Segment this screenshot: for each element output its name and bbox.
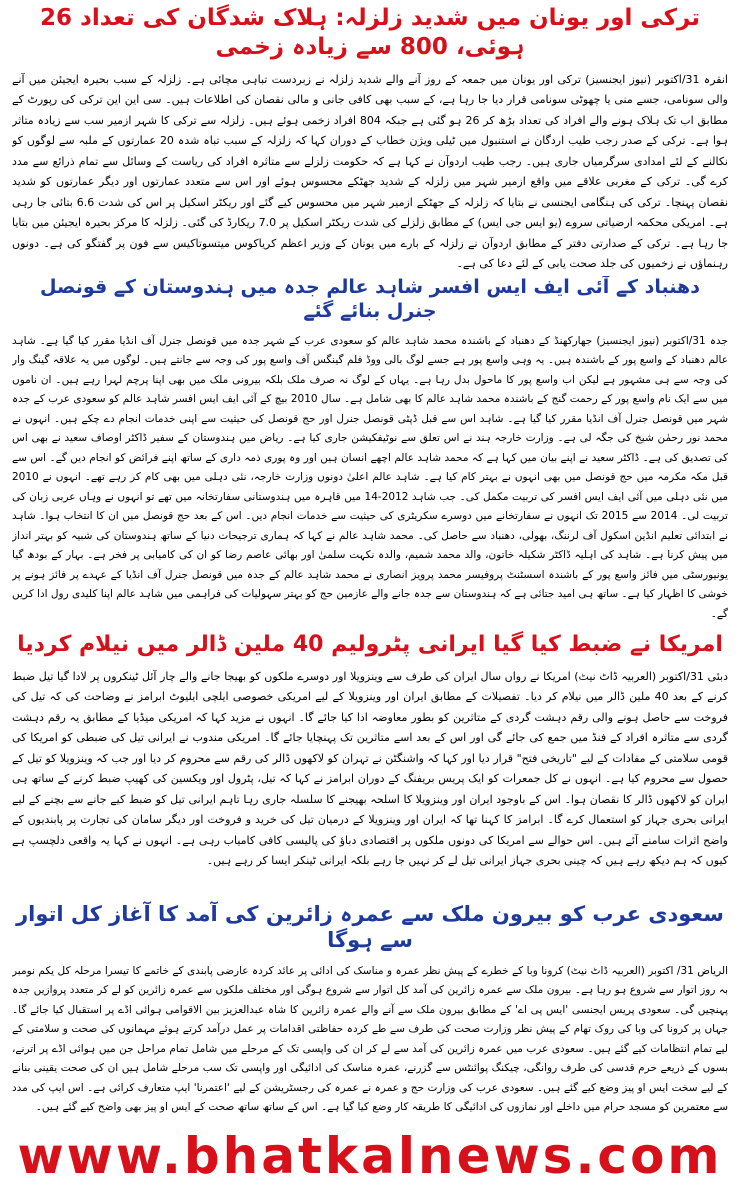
- article-iran-oil-auction: [12, 631, 728, 901]
- article-consul-general: [12, 276, 728, 631]
- article-turkey-earthquake: [12, 4, 728, 276]
- website-url-banner: www.bhatkalnews.com: [17, 1127, 723, 1185]
- article-body: انقرہ 31/اکتوبر (نیوز ایجنسیز) ترکی اور یونان میں جمعہ کے روز آنے والے شدید زلزلہ نے زبردست تباہی مچائی ہے۔ زلزلہ کے سبب بحیرہ ایجیئن میں آنے والی سونامی، جسے منی یا چھوٹی سونامی قرار دیا جا رہا ہے، کے سبب بھی کافی جانی و مالی نقصان کی اطلاعات ہیں۔ سی این این ترکی کی رپورٹ کے مطابق اب تک ہلاک ہونے والے افراد کی تعداد بڑھ کر 26 ہو گئی ہے جبکہ 804 افراد زخمی ہوئے ہیں۔ زلزلہ سے ترکی کا شہر ازمیر سب سے زیادہ متاثر ہوا ہے۔ ترکی کے صدر رجب طیب اردگان نے استنبول میں ٹیلی ویژن خطاب کے دوران کہا کہ زلزلہ کے سبب تباہ شدہ 20 عمارتوں کے ملبہ سے لوگوں کو نکالنے کے لئے امدادی سرگرمیاں جاری ہیں۔ رجب طیب اردوآن نے کہا ہے کہ حکومت زلزلے سے متاثرہ افراد کی ریاست کے وسائل سے تمام ذرائع سے مدد کرے گی۔ ترکی کے مغربی علاقے میں واقع ازمیر شہر میں زلزلہ کے شدید جھٹکے محسوس ہوئے اور اس سے متعدد عمارتوں اور دیگر عمارتوں کو شدید نقصان پہنچا۔ ترکی کی ہنگامی ایجنسی نے بتایا کہ زلزلہ کے جھٹکے ازمیر شہر میں محسوس کیے گئے اور ریکٹر اسکیل پر اس کی شدت 6.6 بتائی جا رہی ہے۔ امریکی محکمہ ارضیاتی سروے (یو ایس جی ایس) کے مطابق زلزلے کی شدت ریکٹر اسکیل پر 7.0 ریکارڈ کی گئی۔ زلزلہ کا مرکز بحیرہ ایجیئن میں بتایا جا رہا ہے۔ ترکی کے صدارتی دفتر کے مطابق اردوآن نے زلزلہ کے بارے میں یونان کے وزیر اعظم کریاکوس میتسوتاکیس سے فون پر گفتگو کی ہے۔ دونوں رہنماؤں نے زخمیوں کی جلد صحت یابی کے لئے دعا کی ہے۔: [12, 72, 728, 270]
- headline-umrah-pilgrims: سعودی عرب کو بیرون ملک سے عمرہ زائرین کی آمد کا آغاز کل اتوار سے ہوگا: [16, 902, 724, 953]
- headline-turkey-earthquake: ترکی اور یونان میں شدید زلزلہ: ہلاک شدگان کی تعداد 26 ہوئی، 800 سے زیادہ زخمی: [40, 5, 700, 60]
- article-body: دبئی 31/اکتوبر (العربیہ ڈاٹ نیٹ) امریکا نے رواں سال ایران کی طرف سے وینزویلا اور دوسرے ملکوں کو بھیجا جانے والے چار آئل ٹینکروں پر لادا گیا تیل ضبط کرنے کے بعد 40 ملین ڈالر میں نیلام کر دیا۔ تفصیلات کے مطابق ایران اور وینزویلا کے لیے امریکی خصوصی ایلچی ایلیوٹ ابرامز نے وضاحت کی کہ تیل کی فروخت سے حاصل ہونے والی رقم دہشت گردی کے متاثرین کو بطور معاوضہ ادا کیا جائے گا۔ انہوں نے مزید کہا کہ امریکی میڈیا کے مطابق یہ رقم دہشت گردی سے متاثرہ افراد کے فنڈ میں جمع کی جائے گی اور اس کے بعد اسے متاثرین تک پہنچایا جائے گا۔ امریکی مندوب نے ایرانی تیل کی ضبطی کو امریکا کی قومی سلامتی کے مفادات کے لیے "تاریخی فتح" قرار دیا اور کہا کہ واشنگٹن نے تہران کو لاکھوں ڈالر کی رقم سے محروم کر دیا اور جب کہ وینزویلا کو تیل کے حصول سے محروم کیا ہے۔ انہوں نے کل جمعرات کو ایک پریس بریفنگ کے دوران ابرامز نے کہا کہ تیل، پٹرول اور ویکسین کی کھیپ ضبط کرنے کے ساتھ ہی ایران کو لاکھوں ڈالر کا نقصان ہوا۔ اس کے باوجود ایران اور وینزویلا کا اسلحہ بھیجنے کا سلسلہ جاری رہا تاہم ایرانی تیل کو ضبط کیے جانے سے بچنے کے لیے ایرانی بحری جہاز کو استعمال کرے گا۔ ابرامز کا کہنا تھا کہ ایران اور وینزویلا کے درمیان تیل کی خرید و فروخت اور دیگر سامان کی تجارت پر پابندیوں کے واضح اثرات سامنے آئے ہیں۔ اس حوالے سے امریکا کی دونوں ملکوں پر اقتصادی دباؤ کی پالیسی کافی کامیاب رہی ہے۔ انہوں نے کہا یہ واقعی دلچسپ ہے کیوں کہ ہم دیکھ رہے ہیں کہ چینی بحری جہاز ایرانی تیل لے کر نہیں جا رہے بلکہ ایرانی ٹینکر ایسا کر رہے ہیں۔: [12, 669, 728, 867]
- article-body: جدہ 31/اکتوبر (نیوز ایجنسیز) جھارکھنڈ کے دھنباد کے باشندہ محمد شاہد عالم کو سعودی عرب کے شہر جدہ میں قونصل جنرل آف انڈیا مقرر کیا گیا ہے۔ شاہد عالم دھنباد کے واسع پور کے باشندہ ہیں۔ یہ وہی واسع پور ہے جسے لوگ بالی ووڈ فلم گینگس آف واسع پور کی وجہ سے جانتے ہیں۔ لوگوں میں یہ علاقہ گینگ وار کی وجہ سے ہی مشہور ہے لیکن اب واسع پور کا ماحول بدل رہا ہے۔ یہاں کے لوگ نہ صرف ملک بلکہ بیرونی ملک میں بھی اپنا پرچم لہرا رہے ہیں۔ ان ناموں میں سے ایک نام واسع پور کے رحمت گنج کے باشندہ محمد شاہد عالم کا بھی شامل ہے۔ سال 2010 بیچ کے آئی ایف ایس افسر شاہد عالم کو سعودی عرب کے جدہ شہر میں قونصل جنرل آف انڈیا مقرر کیا گیا ہے۔ شاہد اس سے قبل ڈپٹی قونصل جنرل اور حج قونصل کی حیثیت سے اپنی خدمات انجام دے چکے ہیں۔ انہوں نے محمد نور رحمٰن شیخ کی جگہ لی ہے۔ وزارت خارجہ ہند نے اس تعلق سے نوٹیفکیشن جاری کیا ہے۔ ریاض میں ہندوستان کے سفیر ڈاکٹر اوصاف سعید نے بھی اس کی تصدیق کی ہے۔ ڈاکٹر سعید نے اپنے بیان میں کہا ہے کہ محمد شاہد عالم اچھے انسان ہیں اور وہ پوری ذمہ داری کے ساتھ اپنے فرائض کو انجام دیں گے۔ اس سے قبل مکہ مکرمہ میں حج قونصل میں بھی انہوں نے بہتر کام کیا ہے۔ شاہد عالم اعلیٰ دونوں وزارت خارجہ، نئی دہلی میں بھی کام کر رہے تھے۔ انہوں نے 2010 میں نئی دہلی میں آئی ایف ایس افسر کی تربیت مکمل کی۔ جب شاہد 2012-14 میں قاہرہ میں ہندوستانی سفارتخانہ میں تھے تو انہوں نے وہاں عربی زبان کی تربیت لی۔ 2014 سے 2015 تک انہوں نے سفارتخانے میں دوسرے سکریٹری کی حیثیت سے خدمات انجام دیں۔ اس کے بعد حج قونصل میں ان کا انتخاب ہوا۔ شاہد نے ابتدائی تعلیم انڈین اسکول آف لرننگ، بھولی، دھنباد سے حاصل کی۔ محمد شاہد عالم نے کہا کہ ہماری ترجیحات دنیا کے ساتھ ہندوستان کی شبیہ کو بہتر انداز میں پیش کرنا ہے۔ شاہد کی اہلیہ ڈاکٹر شکیلہ خاتون، والد محمد شمیم، والدہ نکہت سلمیٰ اور بھائی عاصم رضا کو ان کی کامیابی پر فخر ہے۔ بہار کے بودھ گیا یونیورسٹی میں فائز واسع پور کے باشندہ اسسٹنٹ پروفیسر محمد پرویز انصاری نے محمد شاہد عالم کے جدہ میں قونصل جنرل آف انڈیا کے عہدے پر فائز ہونے پر خوشی کا اظہار کیا ہے۔ ساتھ ہی امید جتائی ہے کہ ہندوستان سے جدہ جانے والے عازمین حج کو بہتر سہولیات کی فراہمی میں شاہد عالم اپنا کلیدی رول ادا کریں گے۔: [12, 334, 728, 620]
- article-umrah-pilgrims: [12, 901, 728, 1119]
- headline-iran-oil-auction: امریکا نے ضبط کیا گیا ایرانی پٹرولیم 40 ملین ڈالر میں نیلام کردیا: [17, 632, 723, 657]
- article-body: الریاض 31/ اکتوبر (العربیہ ڈاٹ نیٹ) کرونا وبا کے خطرے کے پیش نظر عمرہ و مناسک کی ادائی پر عائد کردہ عارضی پابندی کے خاتمے کا تیسرا مرحلہ کل یکم نومبر بہ روز اتوار سے شروع ہو رہا ہے۔ بیرون ملک سے عمرہ زائرین کی آمد کل اتوار سے شروع ہوگی اور مختلف ملکوں سے عمرہ زائرین کو لے کر متعدد پروازیں جدہ پہنچیں گی۔ سعودی پریس ایجنسی 'ایس پی اے' کے مطابق بیرون ملک سے آنے والے عمرہ زائرین کا شاہ عبدالعزیز بین الاقوامی ہوائی اڈے پر استقبال کیا جائے گا۔ جہاں پر کرونا کی وبا کی روک تھام کے پیش نظر وزارت صحت کی طرف سے طے کردہ حفاظتی اقدامات پر عمل درآمد کرتے ہوئے مہمانوں کی صحت و سلامتی کے لیے تمام انتظامات کیے گئے ہیں۔ سعودی عرب میں عمرہ زائرین کی آمد سے لے کر ان کی واپسی تک کے مرحلے میں شامل تمام مراحل جن میں ہوائی اڈے پر اترنے، بسوں کے ذریعے حرم قدسی کی طرف روانگی، چیکنگ پوائنٹس سے گزرنے، عمرہ مناسک کی ادائیگی اور واپسی تک سب مرحلے شامل ہیں ان کی صحت یقینی بنانے کے لیے سخت ایس او پیز وضع کیے گئے ہیں۔ سعودی عرب کی وزارت حج و عمرہ نے عمرہ کی رجسٹریشن کے لیے 'اعتمرنا' ایپ متعارف کرائی ہے۔ اس ایپ کی مدد سے معتمرین کو مسجد حرام میں داخلے اور نمازوں کی ادائیگی کا طریقہ کار وضع کیا گیا ہے۔ اس کے ساتھ ساتھ صحت کے ایس او پیز بھی واضح کیے گئے ہیں۔: [12, 964, 728, 1113]
- headline-consul-general: دھنباد کے آئی ایف ایس افسر شاہد عالم جدہ میں ہندوستان کے قونصل جنرل بنائے گئے: [40, 276, 700, 322]
